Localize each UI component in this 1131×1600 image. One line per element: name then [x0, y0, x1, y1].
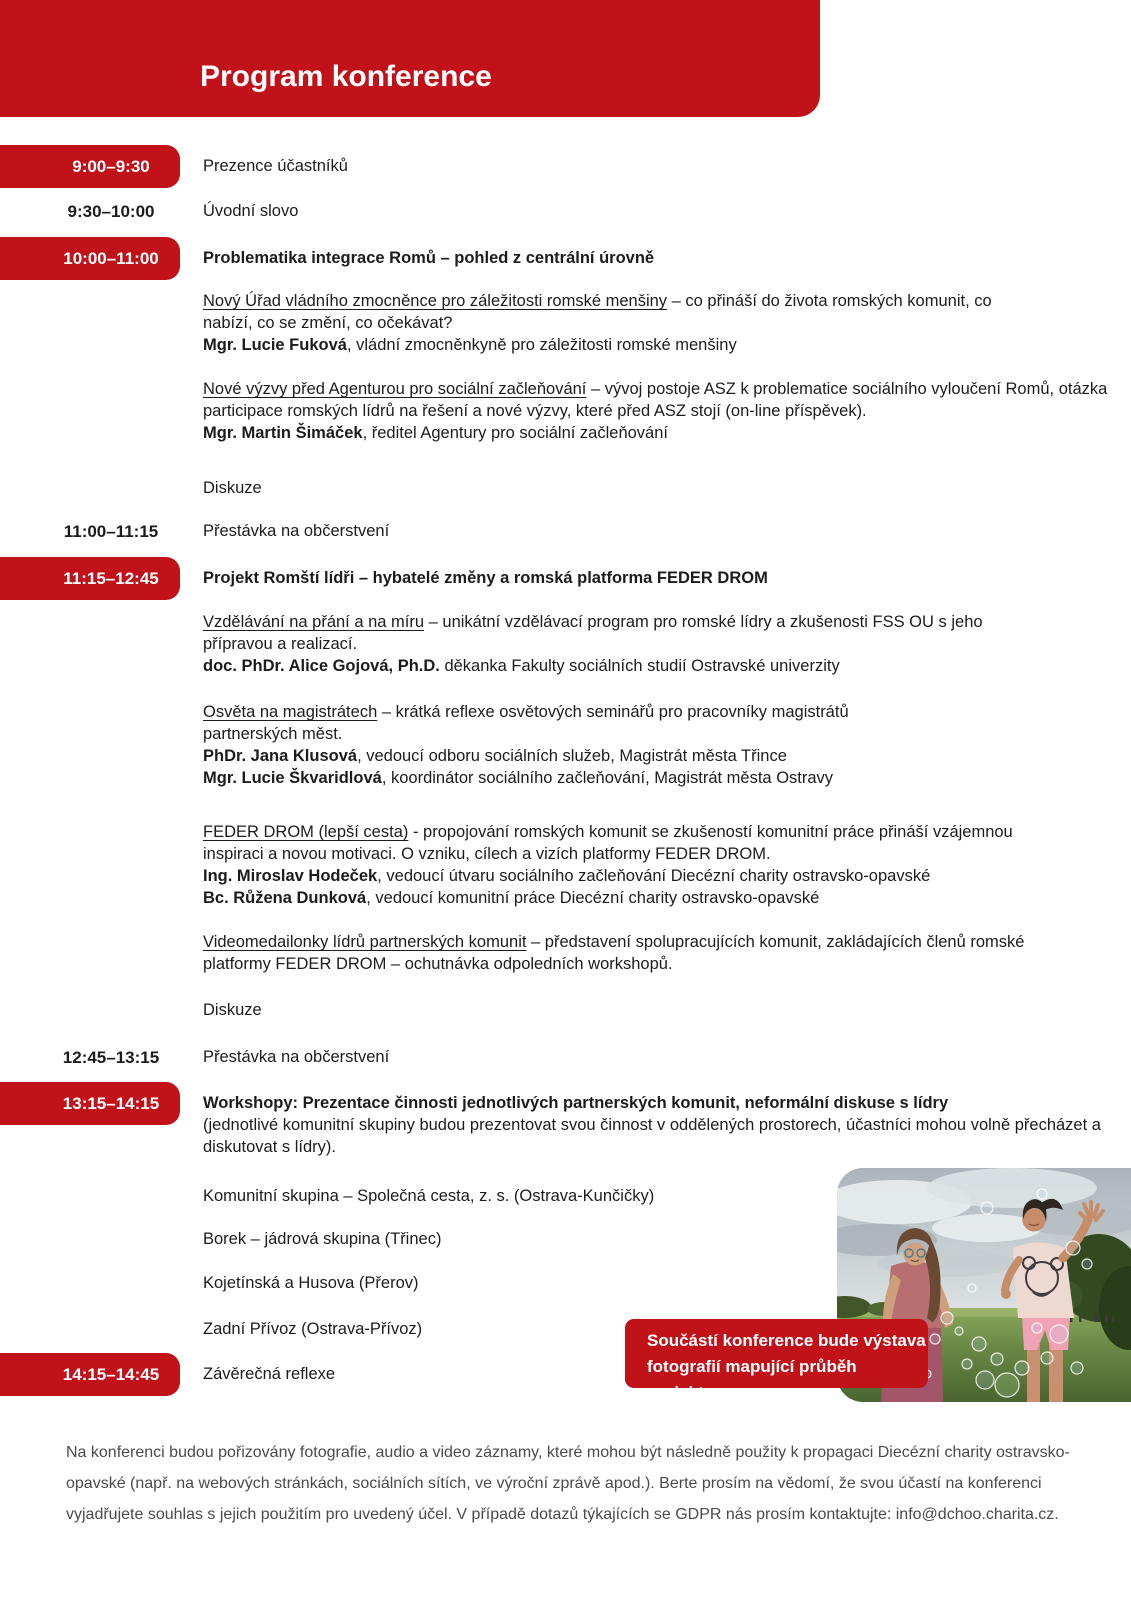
schedule-row [0, 1036, 1131, 1079]
talk-title: Nové výzvy před Agenturou pro sociální začleňování [203, 380, 587, 398]
talk-desc: - propojování romských komunit se zkušeností komunitní práce přináší vzájemnou inspiraci a novou motivaci. O vzniku, cílech a vizích platformy FEDER DROM. [203, 823, 1013, 863]
schedule-row [0, 237, 1131, 280]
time-label: 9:30–10:00 [67, 202, 155, 221]
talk-title: Videomedailonky lídrů partnerských komunit [203, 933, 527, 951]
talk-desc: – co přináší do života romských komunit, co nabízí, co se změní, co očekávat? [203, 292, 992, 332]
speaker-role: , vedoucí odboru sociálních služeb, Magistrát města Třince [357, 747, 787, 765]
speaker-name: Bc. Růžena Dunková [203, 889, 367, 907]
discussion-label: Diskuze [203, 1001, 262, 1019]
talk-title: Osvěta na magistrátech [203, 703, 378, 721]
time-badge: 13:15–14:15 [0, 1082, 180, 1125]
talk-desc: – unikátní vzdělávací program pro romské lídry a zkušenosti FSS OU s jeho přípravou a realizací. [203, 613, 983, 653]
slot-note: (jednotlivé komunitní skupiny budou prezentovat svou činnost v oddělených prostorech, účastníci mohou volně přecházet a diskutovat s lídry). [203, 1116, 1101, 1156]
slot-label: Problematika integrace Romů – pohled z centrální úrovně [203, 249, 655, 267]
slot-label: Prezence účastníků [203, 157, 348, 175]
speaker-role: děkanka Fakulty sociálních studií Ostravské univerzity [439, 657, 840, 675]
speaker-name: Ing. Miroslav Hodeček [203, 867, 378, 885]
schedule-row [0, 557, 1131, 600]
talk-paragraph [203, 290, 1023, 356]
talk-paragraph [203, 378, 1131, 444]
speaker-line [203, 865, 1043, 887]
speaker-name: Mgr. Lucie Škvaridlová [203, 769, 382, 787]
speaker-role: , vedoucí komunitní práce Diecézní charity ostravsko-opavské [366, 889, 820, 907]
speaker-line [203, 334, 1023, 356]
page-title: Program konference [200, 60, 492, 93]
talk-paragraph [203, 701, 913, 789]
speaker-name: Mgr. Martin Šimáček [203, 424, 363, 442]
slot-label: Úvodní slovo [203, 202, 299, 220]
slot-label [203, 1092, 1131, 1158]
footer-note [66, 1437, 1078, 1530]
slot-label: Projekt Romští lídři – hybatelé změny a romská platforma FEDER DROM [203, 569, 768, 587]
slot-label: Závěrečná reflexe [203, 1365, 336, 1383]
time-badge: 14:15–14:45 [0, 1353, 180, 1396]
schedule-row [0, 1082, 1131, 1156]
speaker-line [203, 422, 1131, 444]
callout-line: Součástí konference bude výstava [647, 1331, 926, 1350]
slot-label-bold: Workshopy: Prezentace činnosti jednotlivých partnerských komunit, neformální diskuse s lídry [203, 1094, 949, 1112]
speaker-name: PhDr. Jana Klusová [203, 747, 358, 765]
speaker-line [203, 767, 913, 789]
slot-label: Přestávka na občerstvení [203, 522, 390, 540]
speaker-role: , ředitel Agentury pro sociální začleňování [362, 424, 668, 442]
exhibition-callout [625, 1319, 928, 1402]
talk-desc: – představení spolupracujících komunit, zakládajících členů romské platformy FEDER DROM – ochutnávka odpoledních workshopů. [203, 933, 1025, 973]
time-badge: 10:00–11:00 [0, 237, 180, 280]
workshop-item: Kojetínská a Husova (Přerov) [203, 1274, 419, 1292]
time-badge: 11:15–12:45 [0, 557, 180, 600]
talk-desc: – krátká reflexe osvětových seminářů pro pracovníky magistrátů partnerských měst. [203, 703, 849, 743]
talk-desc: – vývoj postoje ASZ k problematice sociálního vyloučení Romů, otázka participace romských lídrů na řešení a nové výzvy, které před ASZ stojí (on-line příspěvek). [203, 380, 1108, 420]
email-text: info@dchoo.charita.cz. [895, 1506, 1059, 1523]
workshop-item: Komunitní skupina – Společná cesta, z. s. (Ostrava-Kunčičky) [203, 1187, 655, 1205]
talk-paragraph [203, 821, 1043, 909]
time-badge: 9:00–9:30 [0, 145, 180, 188]
talk-title: FEDER DROM (lepší cesta) [203, 823, 409, 841]
time-label: 12:45–13:15 [62, 1048, 160, 1067]
speaker-name: Mgr. Lucie Fuková [203, 336, 347, 354]
talk-paragraph [203, 611, 1023, 677]
talk-title: Nový Úřad vládního zmocněnce pro záležitosti romské menšiny [203, 292, 668, 310]
schedule-row [0, 510, 1131, 553]
speaker-line [203, 655, 1023, 677]
footer-text: Na konferenci budou pořizovány fotografie, audio a video záznamy, které mohou být následně použity k propagaci Diecézní charity ostravsko-opavské (např. na webových stránkách, sociálních sítích, ve výroční zprávě apod.). Berte prosím na vědomí, že svou účastí na konferenci vyjadřujete souhlas s jejich použitím pro uvedený účel. V případě dotazů týkajících se GDPR nás prosím kontaktujte: [66, 1444, 1070, 1523]
talk-title: Vzdělávání na přání a na míru [203, 613, 425, 631]
speaker-line [203, 745, 913, 767]
speaker-name: doc. PhDr. Alice Gojová, Ph.D. [203, 657, 440, 675]
time-label: 11:00–11:15 [63, 522, 159, 541]
speaker-role: , vládní zmocněnkyně pro záležitosti romské menšiny [346, 336, 737, 354]
discussion-label: Diskuze [203, 479, 262, 497]
speaker-role: , koordinátor sociálního začleňování, Magistrát města Ostravy [381, 769, 834, 787]
schedule-row [0, 145, 1131, 188]
header-bar [0, 0, 820, 117]
slot-label: Přestávka na občerstvení [203, 1048, 390, 1066]
workshop-item: Borek – jádrová skupina (Třinec) [203, 1230, 442, 1248]
workshop-item: Zadní Přívoz (Ostrava-Přívoz) [203, 1320, 423, 1338]
speaker-line [203, 887, 1043, 909]
callout-line: fotografií mapující průběh projektu. [647, 1357, 857, 1402]
speaker-role: , vedoucí útvaru sociálního začleňování Diecézní charity ostravsko-opavské [377, 867, 931, 885]
schedule-row [0, 190, 1131, 233]
talk-paragraph [203, 931, 1053, 975]
